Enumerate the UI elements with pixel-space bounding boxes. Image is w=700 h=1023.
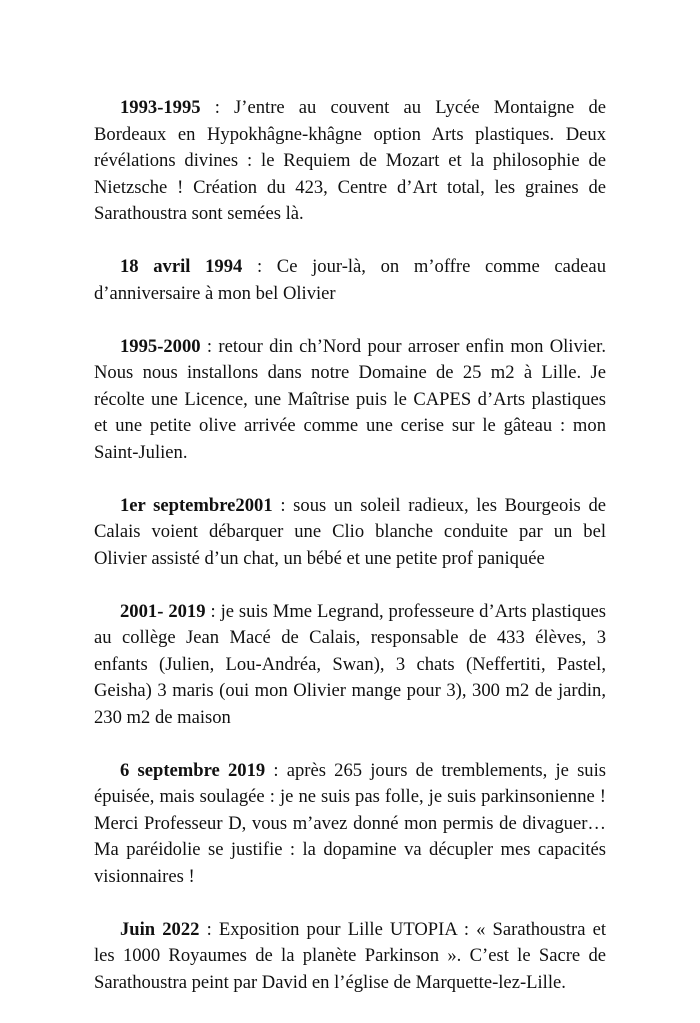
timeline-entry-1994 xyxy=(94,254,606,307)
entry-date: 18 avril 1994 xyxy=(120,256,243,277)
entry-text: : retour din ch’Nord pour arroser enfin mon Olivier. Nous nous installons dans notre Domaine de 25 m2 à Lille. Je récolte une Licence, une Maîtrise puis le CAPES d’Arts plastiques et une petite olive arrivée comme une cerise sur le gâteau : mon Saint-Julien. xyxy=(94,335,606,463)
entry-date: 2001- 2019 xyxy=(120,600,206,622)
timeline-entry-2001 xyxy=(94,493,606,573)
entry-date: Juin 2022 xyxy=(120,918,200,940)
timeline-entry-2001-2019 xyxy=(94,599,606,732)
entry-text: : Ce jour-là, on m’offre comme cadeau d’anniversaire à mon bel Olivier xyxy=(94,256,606,304)
timeline-entry-1995 xyxy=(94,334,606,467)
entry-date: 1993-1995 xyxy=(120,97,201,118)
timeline-entry-2022 xyxy=(94,917,606,997)
entry-date: 1er septembre2001 xyxy=(120,494,273,516)
entry-text: : J’entre au couvent au Lycée Montaigne de Bordeaux en Hypokhâgne-khâgne option Arts plastiques. Deux révélations divines : le Requiem de Mozart et la philosophie de Nietzsche ! Création du 423, Centre d’Art total, les graines de Sarathoustra sont semées là. xyxy=(94,97,606,224)
timeline-entry-1993 xyxy=(94,95,606,228)
entry-text: : sous un soleil radieux, les Bourgeois de Calais voient débarquer une Clio blanche conduite par un bel Olivier assisté d’un chat, un bébé et une petite prof paniquée xyxy=(94,494,606,569)
entry-date: 6 septembre 2019 xyxy=(120,759,266,781)
entry-text: : je suis Mme Legrand, professeure d’Arts plastiques au collège Jean Macé de Calais, responsable de 433 élèves, 3 enfants (Julien, Lou-Andréa, Swan), 3 chats (Neffertiti, Pastel, Geisha) 3 maris (oui mon Olivier mange pour 3), 300 m2 de jardin, 230 m2 de maison xyxy=(94,600,606,728)
entry-date: 1995-2000 xyxy=(120,335,201,357)
document-page xyxy=(94,95,606,1023)
entry-text: : Exposition pour Lille UTOPIA : « Sarathoustra et les 1000 Royaumes de la planète Parkinson ». C’est le Sacre de Sarathoustra peint par David en l’église de Marquette-lez-Lille. xyxy=(94,918,607,993)
timeline-entry-2019 xyxy=(94,758,606,891)
entry-text: : après 265 jours de tremblements, je suis épuisée, mais soulagée : je ne suis pas folle, je suis parkinsonienne ! Merci Professeur D, vous m’avez donné mon permis de divaguer… Ma paréidolie se justifie : la dopamine va décupler mes capacités visionnaires ! xyxy=(94,759,607,887)
